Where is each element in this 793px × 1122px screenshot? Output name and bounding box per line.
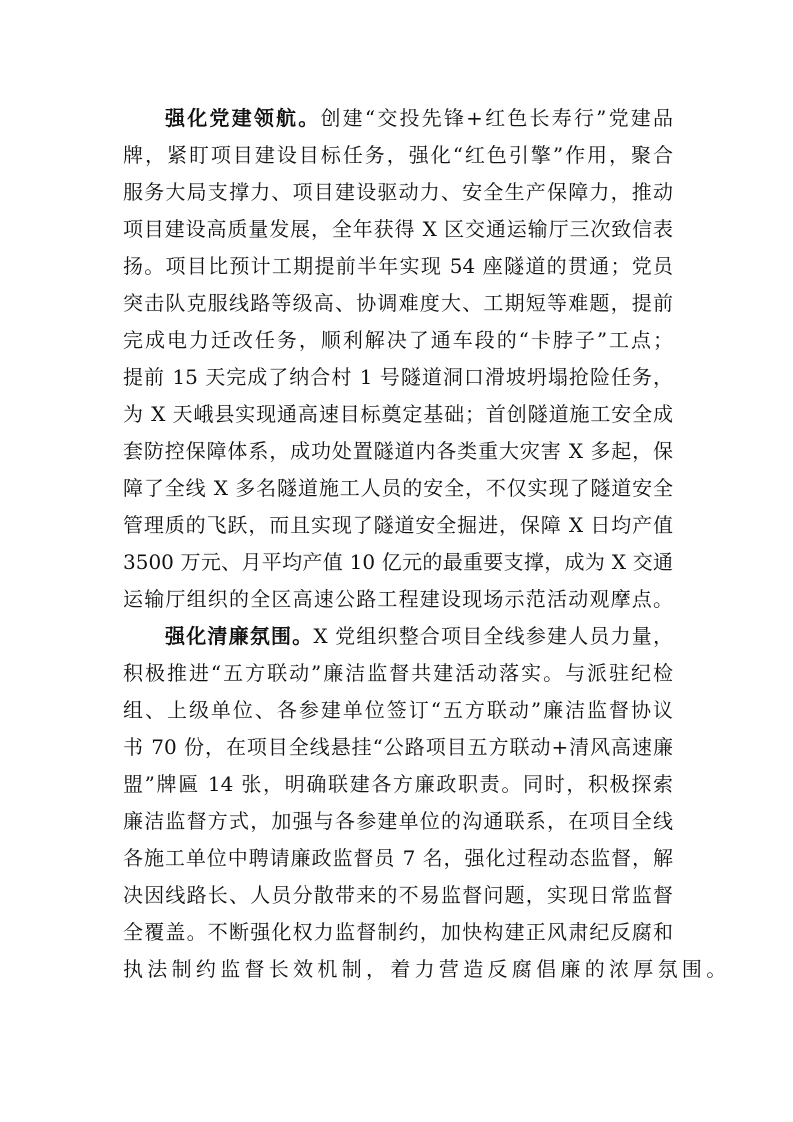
paragraph-line — [123, 914, 673, 951]
line-text: 盟”牌匾 14 张，明确联建各方廉政职责。同时，积极探索 — [123, 772, 673, 796]
line-text: 提前 15 天完成了纳合村 1 号隧道洞口滑坡坍塌抢险任务， — [123, 365, 673, 389]
line-text: 项目建设高质量发展，全年获得 X 区交通运输厅三次致信表 — [123, 217, 673, 241]
paragraph-line — [123, 211, 673, 248]
paragraph-line — [123, 840, 673, 877]
line-text: 突击队克服线路等级高、协调难度大、工期短等难题，提前 — [123, 291, 673, 315]
paragraph-line — [123, 729, 673, 766]
paragraph-line — [123, 951, 731, 988]
paragraph — [123, 618, 731, 988]
paragraph-line — [123, 877, 673, 914]
paragraph-line — [123, 692, 673, 729]
paragraph-line — [123, 174, 673, 211]
line-text: 套防控保障体系，成功处置隧道内各类重大灾害 X 多起，保 — [123, 439, 673, 463]
paragraph-line — [123, 137, 673, 174]
paragraph-first-line — [123, 618, 673, 655]
paragraph-line — [123, 359, 673, 396]
paragraph — [123, 100, 673, 618]
paragraph-heading: 强化清廉氛围。 — [165, 624, 314, 648]
line-text: 书 70 份，在项目全线悬挂“公路项目五方联动+清风高速廉 — [123, 735, 673, 759]
paragraph-line — [123, 248, 673, 285]
paragraph-first-line — [123, 100, 673, 137]
paragraph-line — [123, 655, 673, 692]
paragraph-line — [123, 544, 673, 581]
line-text: 运输厅组织的全区高速公路工程建设现场示范活动观摩点。 — [123, 587, 673, 611]
line-text: 完成电力迁改任务，顺利解决了通车段的“卡脖子”工点； — [123, 328, 673, 352]
document-page — [123, 100, 731, 988]
paragraph-line — [123, 766, 673, 803]
paragraph-heading: 强化党建领航。 — [165, 106, 321, 130]
line-text: 廉洁监督方式，加强与各参建单位的沟通联系，在项目全线 — [123, 809, 673, 833]
line-text: 创建“交投先锋+红色长寿行”党建品 — [320, 106, 674, 130]
line-text: 服务大局支撑力、项目建设驱动力、安全生产保障力，推动 — [123, 180, 673, 204]
paragraph-line — [123, 285, 673, 322]
paragraph-line — [123, 581, 673, 618]
line-text: 各施工单位中聘请廉政监督员 7 名，强化过程动态监督，解 — [123, 846, 673, 870]
line-text: 执法制约监督长效机制，着力营造反腐倡廉的浓厚氛围。 — [123, 957, 731, 981]
line-text: 牌，紧盯项目建设目标任务，强化“红色引擎”作用，聚合 — [123, 143, 673, 167]
line-text: 全覆盖。不断强化权力监督制约，加快构建正风肃纪反腐和 — [123, 920, 673, 944]
line-text: 积极推进“五方联动”廉洁监督共建活动落实。与派驻纪检 — [123, 661, 673, 685]
paragraph-line — [123, 433, 673, 470]
line-text: X 党组织整合项目全线参建人员力量， — [313, 624, 673, 648]
line-text: 障了全线 X 多名隧道施工人员的安全，不仅实现了隧道安全 — [123, 476, 673, 500]
paragraph-line — [123, 396, 673, 433]
line-text: 组、上级单位、各参建单位签订“五方联动”廉洁监督协议 — [123, 698, 673, 722]
paragraph-line — [123, 470, 673, 507]
paragraph-line — [123, 507, 673, 544]
line-text: 决因线路长、人员分散带来的不易监督问题，实现日常监督 — [123, 883, 673, 907]
line-text: 3500 万元、月平均产值 10 亿元的最重要支撑，成为 X 交通 — [123, 550, 673, 574]
paragraph-line — [123, 803, 673, 840]
line-text: 为 X 天峨县实现通高速目标奠定基础；首创隧道施工安全成 — [123, 402, 673, 426]
line-text: 扬。项目比预计工期提前半年实现 54 座隧道的贯通；党员 — [123, 254, 673, 278]
paragraph-line — [123, 322, 673, 359]
line-text: 管理质的飞跃，而且实现了隧道安全掘进，保障 X 日均产值 — [123, 513, 673, 537]
